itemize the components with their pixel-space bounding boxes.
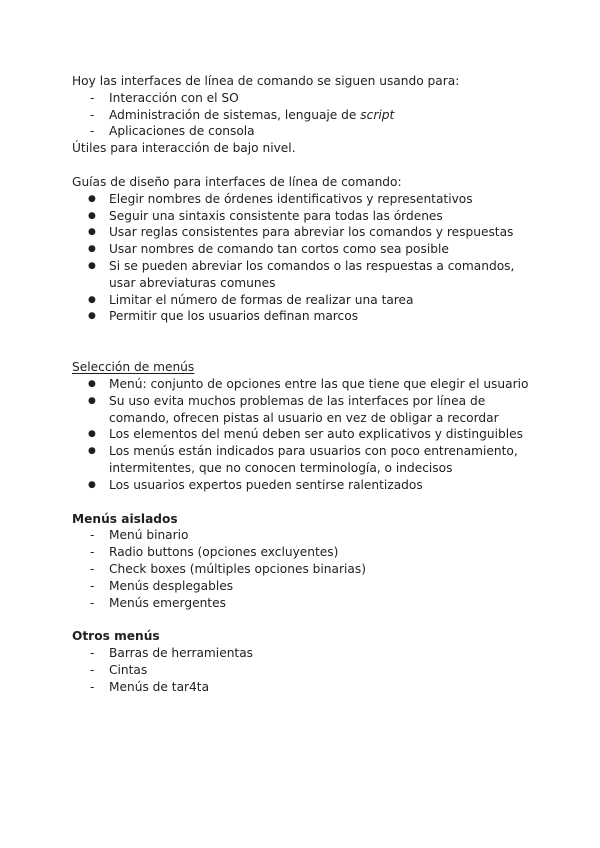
list-item: - Administración de sistemas, lenguaje de script	[72, 107, 532, 124]
list-item: - Cintas	[72, 662, 532, 679]
list-item: ● Limitar el número de formas de realizar una tarea	[72, 292, 532, 309]
isolated-menus-heading: Menús aislados	[72, 511, 178, 526]
isolated-menus-list	[72, 527, 532, 611]
list-item: ● Su uso evita muchos problemas de las interfaces por línea de comando, ofrecen pistas al usuario en vez de obligar a recordar	[72, 393, 532, 427]
list-item: - Aplicaciones de consola	[72, 123, 532, 140]
list-item: ● Permitir que los usuarios definan marcos	[72, 308, 532, 325]
guides-list	[72, 191, 532, 325]
list-item: ● Los usuarios expertos pueden sentirse ralentizados	[72, 477, 532, 494]
list-item: ● Usar reglas consistentes para abreviar los comandos y respuestas	[72, 224, 532, 241]
list-item: - Menús desplegables	[72, 578, 532, 595]
other-menus-list	[72, 645, 532, 695]
list-item: - Barras de herramientas	[72, 645, 532, 662]
list-item: ● Usar nombres de comando tan cortos como sea posible	[72, 241, 532, 258]
list-item: - Menús de tar4ta	[72, 679, 532, 696]
guides-heading: Guías de diseño para interfaces de línea de comando:	[72, 174, 402, 189]
intro-text: Hoy las interfaces de línea de comando se siguen usando para:	[72, 74, 460, 88]
list-item: ● Los elementos del menú deben ser auto explicativos y distinguibles	[72, 426, 532, 443]
list-item: - Check boxes (múltiples opciones binarias)	[72, 561, 532, 578]
intro-list	[72, 90, 532, 140]
menu-selection-list	[72, 376, 532, 494]
document-content	[72, 73, 532, 696]
list-item: ● Los menús están indicados para usuarios con poco entrenamiento, intermitentes, que no conocen terminología, o indecisos	[72, 443, 532, 477]
intro-closing: Útiles para interacción de bajo nivel.	[72, 141, 296, 156]
menu-selection-heading: Selección de menús	[72, 360, 195, 375]
list-item: - Radio buttons (opciones excluyentes)	[72, 544, 532, 561]
italic-term: script	[360, 107, 395, 122]
list-item: - Interacción con el SO	[72, 90, 532, 107]
other-menus-heading: Otros menús	[72, 629, 160, 644]
list-item: ● Seguir una sintaxis consistente para todas las órdenes	[72, 208, 532, 225]
list-item: ● Si se pueden abreviar los comandos o las respuestas a comandos, usar abreviaturas comunes	[72, 258, 532, 292]
list-item: ● Menú: conjunto de opciones entre las que tiene que elegir el usuario	[72, 376, 532, 393]
list-item: ● Elegir nombres de órdenes identificativos y representativos	[72, 191, 532, 208]
list-item: - Menús emergentes	[72, 595, 532, 612]
list-item: - Menú binario	[72, 527, 532, 544]
